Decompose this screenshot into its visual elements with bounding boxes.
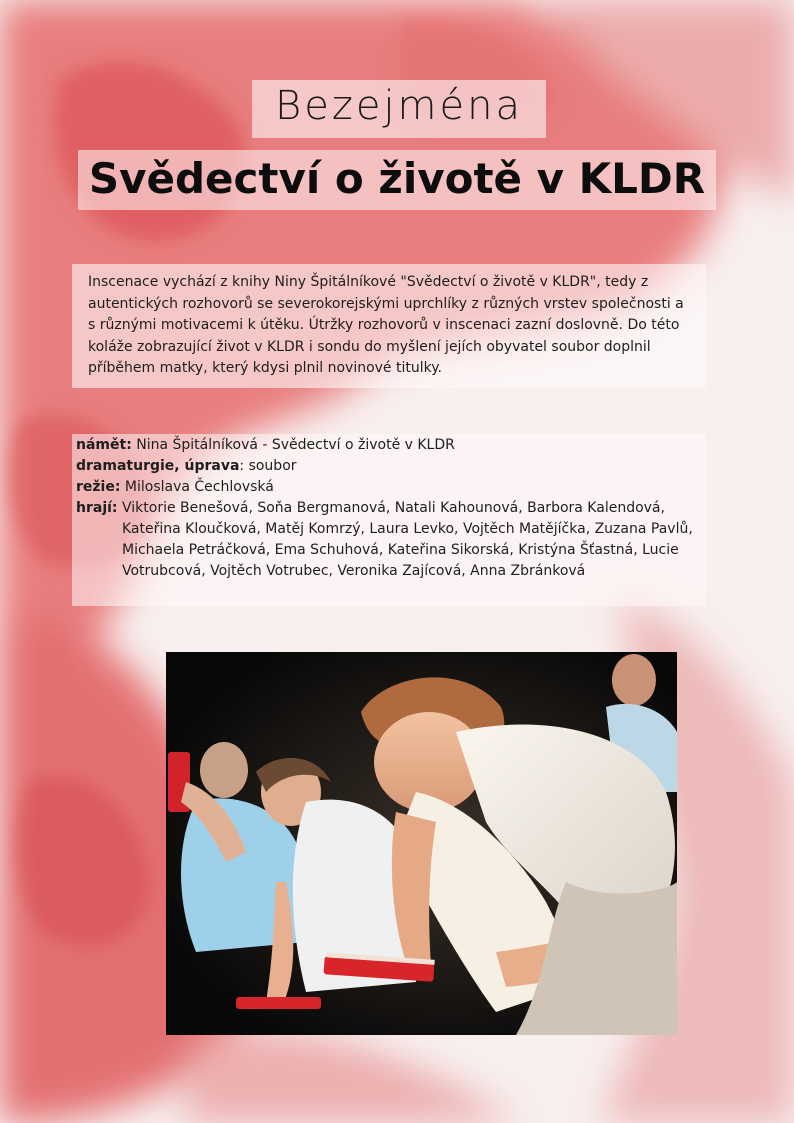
ensemble-name: Bezejména — [252, 80, 546, 138]
page-title: Svědectví o životě v KLDR — [78, 150, 716, 210]
credit-theme-value: Nina Špitálníková - Svědectví o životě v KLDR — [131, 437, 455, 453]
credit-dramaturgy-label: dramaturgie, úprava — [76, 458, 240, 474]
credit-dramaturgy-value: : soubor — [239, 458, 297, 474]
credit-direction-label: režie: — [76, 479, 121, 495]
credit-direction-value: Miloslava Čechlovská — [120, 479, 274, 495]
credit-cast — [76, 498, 702, 582]
credit-cast-value: Viktorie Benešová, Soňa Bergmanová, Natali Kahounová, Barbora Kalendová, Kateřina Kloučková, Matěj Komrzý, Laura Levko, Vojtěch Matějíčka, Zuzana Pavlů, Michaela Petráčková, Ema Schuhová, Kateřina Sikorská, Kristýna Šťastná, Lucie Votrubcová, Vojtěch Votrubec, Veronika Zajícová, Anna Zbránková — [122, 500, 693, 579]
credit-theme — [76, 435, 702, 456]
intro-paragraph: Inscenace vychází z knihy Niny Špitálníkové "Svědectví o životě v KLDR", tedy z autentických rozhovorů se severokorejskými uprchlíky z různých vrstev společnosti a s různými motivacemi k útěku. Útržky rozhovorů v inscenaci zazní doslovně. Do této koláže zobrazující život v KLDR i sondu do myšlení jejích obyvatel soubor doplnil příběhem matky, který kdysi plnil novinové titulky. — [72, 264, 706, 388]
credits-block — [72, 434, 706, 606]
credit-theme-label: námět: — [76, 437, 132, 453]
credit-cast-label: hrají: — [76, 500, 118, 516]
credit-direction — [76, 477, 702, 498]
performance-photo — [166, 652, 677, 1035]
credit-dramaturgy — [76, 456, 702, 477]
